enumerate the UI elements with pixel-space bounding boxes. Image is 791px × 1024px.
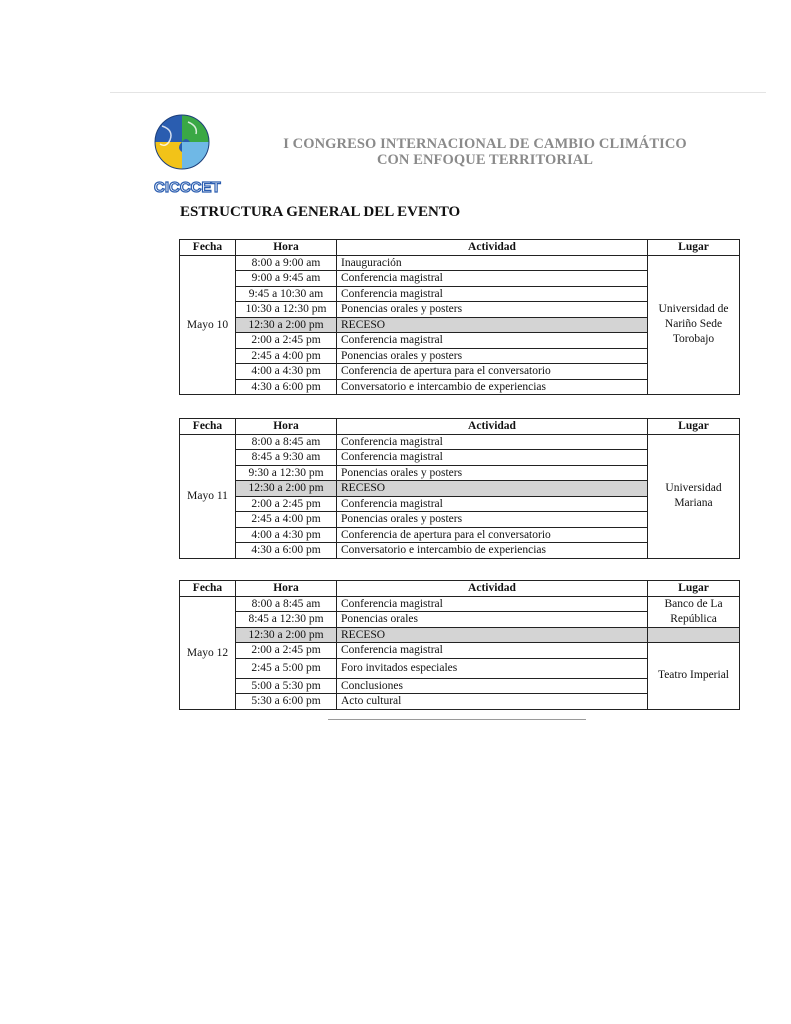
lugar-cell-afternoon: Teatro Imperial [648,643,740,710]
actividad-cell: Ponencias orales y posters [337,512,648,528]
actividad-cell: Conferencia magistral [337,434,648,450]
actividad-cell: Ponencias orales y posters [337,465,648,481]
lugar-cell: Universidad Mariana [648,434,740,558]
actividad-cell: Ponencias orales y posters [337,302,648,318]
header-hora: Hora [236,581,337,597]
actividad-cell: Conclusiones [337,678,648,694]
bottom-divider [328,719,586,720]
actividad-cell: Conferencia magistral [337,496,648,512]
actividad-cell: Conferencia magistral [337,286,648,302]
actividad-cell: Inauguración [337,255,648,271]
puzzle-globe-icon [152,112,224,196]
fecha-cell: Mayo 11 [180,434,236,558]
top-divider [110,92,766,93]
hora-cell: 4:30 a 6:00 pm [236,379,337,395]
hora-cell: 12:30 a 2:00 pm [236,317,337,333]
header-fecha: Fecha [180,240,236,256]
hora-cell: 12:30 a 2:00 pm [236,627,337,643]
hora-cell: 9:00 a 9:45 am [236,271,337,287]
table-row [180,596,740,612]
hora-cell: 5:30 a 6:00 pm [236,694,337,710]
schedule-table-mayo-11 [179,418,740,559]
hora-cell: 2:45 a 5:00 pm [236,658,337,678]
hora-cell: 4:30 a 6:00 pm [236,543,337,559]
hora-cell: 8:00 a 9:00 am [236,255,337,271]
actividad-cell: Conversatorio e intercambio de experiencias [337,543,648,559]
actividad-cell: Conferencia de apertura para el conversatorio [337,527,648,543]
actividad-cell: Conferencia de apertura para el conversatorio [337,364,648,380]
actividad-cell: Foro invitados especiales [337,658,648,678]
table-row [180,434,740,450]
hora-cell: 2:45 a 4:00 pm [236,348,337,364]
congress-title-line-1: I CONGRESO INTERNACIONAL DE CAMBIO CLIMÁTICO [283,136,687,152]
hora-cell: 10:30 a 12:30 pm [236,302,337,318]
table-header-row [180,581,740,597]
table-header-row [180,240,740,256]
congress-logo [152,112,224,196]
actividad-cell: Conferencia magistral [337,643,648,659]
hora-cell: 8:45 a 9:30 am [236,450,337,466]
table-row [180,255,740,271]
logo-text: CICCCET [154,179,221,196]
header-actividad: Actividad [337,240,648,256]
header-hora: Hora [236,419,337,435]
actividad-cell: Conversatorio e intercambio de experiencias [337,379,648,395]
header-fecha: Fecha [180,419,236,435]
schedule-table-mayo-10 [179,239,740,395]
header-fecha: Fecha [180,581,236,597]
actividad-cell: Conferencia magistral [337,450,648,466]
actividad-cell: Ponencias orales y posters [337,348,648,364]
hora-cell: 2:00 a 2:45 pm [236,333,337,349]
header-lugar: Lugar [648,240,740,256]
hora-cell: 9:30 a 12:30 pm [236,465,337,481]
hora-cell: 2:45 a 4:00 pm [236,512,337,528]
congress-title [260,136,710,168]
section-title: ESTRUCTURA GENERAL DEL EVENTO [180,204,461,220]
header-actividad: Actividad [337,581,648,597]
table-header-row [180,419,740,435]
actividad-cell: Ponencias orales [337,612,648,628]
header-hora: Hora [236,240,337,256]
lugar-cell-morning: Banco de La República [648,596,740,627]
hora-cell: 2:00 a 2:45 pm [236,643,337,659]
hora-cell: 12:30 a 2:00 pm [236,481,337,497]
fecha-cell: Mayo 10 [180,255,236,395]
hora-cell: 8:00 a 8:45 am [236,434,337,450]
schedule-table-mayo-12 [179,580,740,710]
hora-cell: 2:00 a 2:45 pm [236,496,337,512]
hora-cell: 8:45 a 12:30 pm [236,612,337,628]
actividad-cell: RECESO [337,481,648,497]
hora-cell: 4:00 a 4:30 pm [236,527,337,543]
receso-row [180,627,740,643]
table-row [180,643,740,659]
actividad-cell: Acto cultural [337,694,648,710]
actividad-cell: Conferencia magistral [337,596,648,612]
header-actividad: Actividad [337,419,648,435]
actividad-cell: RECESO [337,627,648,643]
actividad-cell: RECESO [337,317,648,333]
hora-cell: 8:00 a 8:45 am [236,596,337,612]
lugar-cell: Universidad de Nariño Sede Torobajo [648,255,740,395]
hora-cell: 9:45 a 10:30 am [236,286,337,302]
header-lugar: Lugar [648,581,740,597]
hora-cell: 4:00 a 4:30 pm [236,364,337,380]
actividad-cell: Conferencia magistral [337,271,648,287]
hora-cell: 5:00 a 5:30 pm [236,678,337,694]
actividad-cell: Conferencia magistral [337,333,648,349]
lugar-cell-receso [648,627,740,643]
header-lugar: Lugar [648,419,740,435]
fecha-cell: Mayo 12 [180,596,236,709]
congress-title-line-2: CON ENFOQUE TERRITORIAL [376,152,594,168]
